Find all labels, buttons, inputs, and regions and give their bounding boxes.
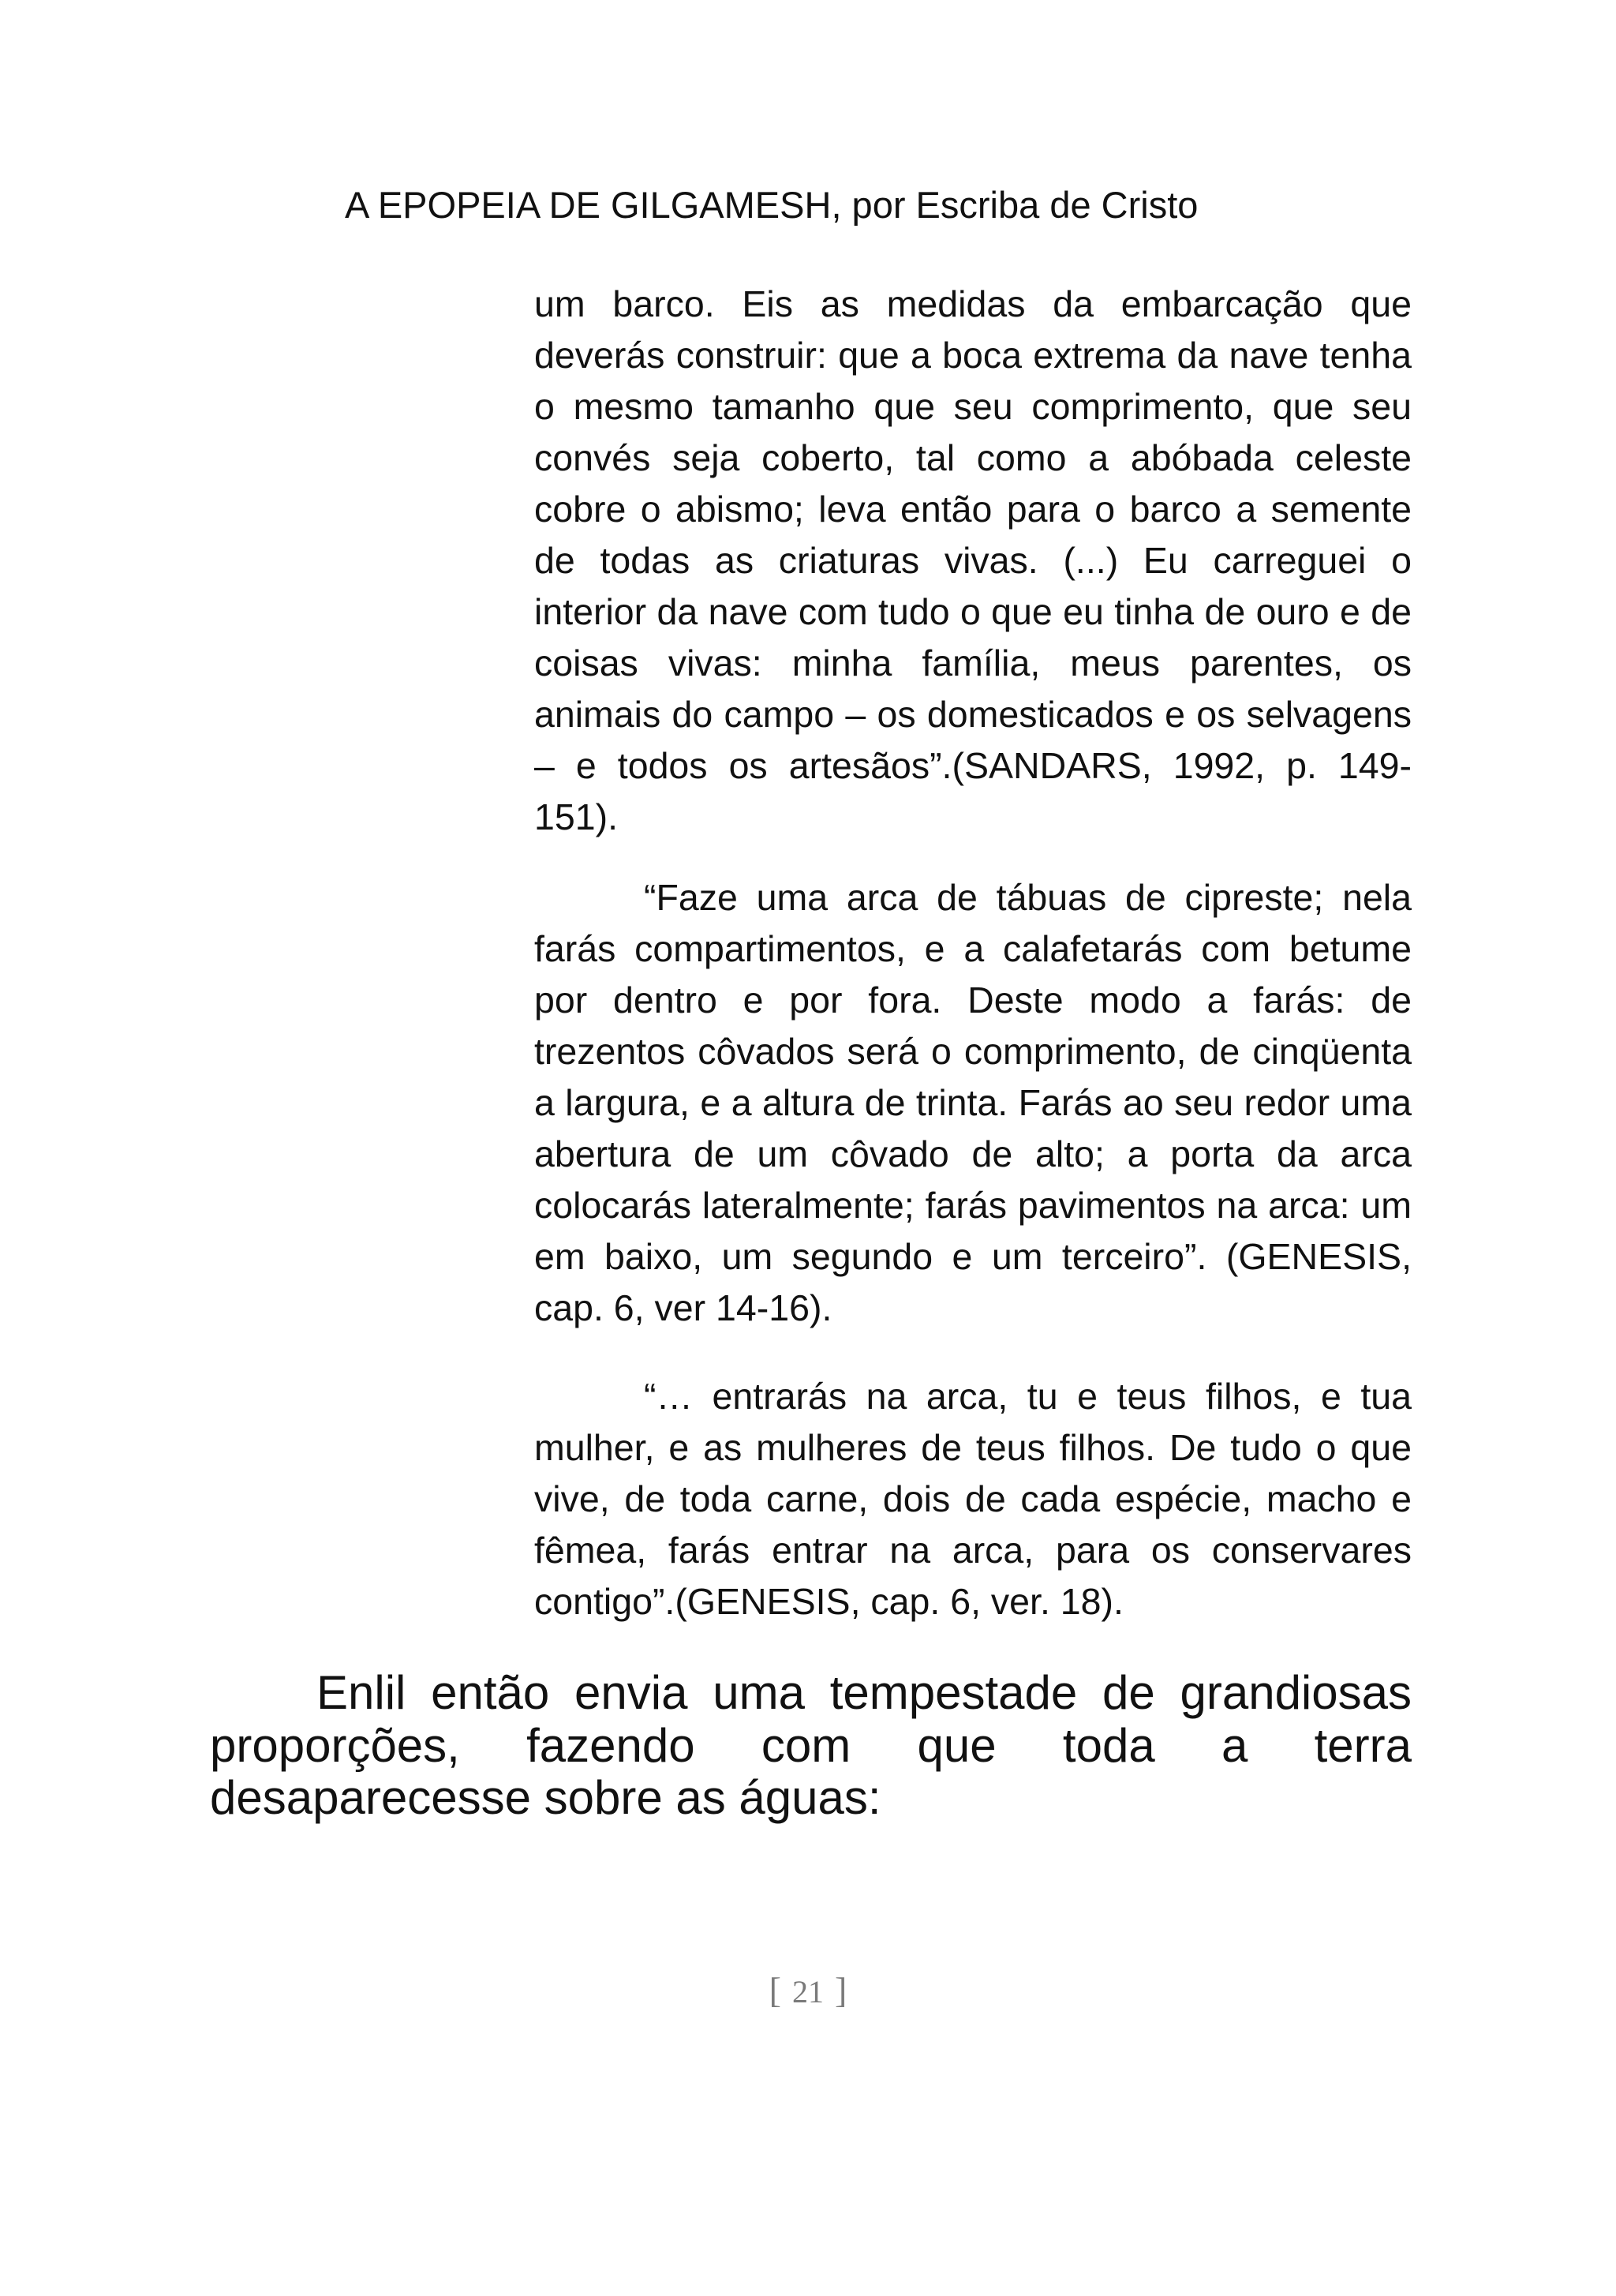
page-number-bracket-close: ] xyxy=(835,1970,847,2010)
page-number xyxy=(0,1968,1616,2012)
quote-text: um barco. Eis as medidas da embarcação que deverás construir: que a boca extrema da nave tenha o mesmo tamanho que seu comprimento, que seu convés seja coberto, tal como a abóbada celeste cobre o abismo; leva então para o barco a semente de todas as criaturas vivas. (...) Eu carreguei o interior da nave com tudo o que eu tinha de ouro e de coisas vivas: minha família, meus parentes, os animais do campo – os domesticados e os selvagens – e todos os artesãos”.(SANDARS, 1992, p. 149-151). xyxy=(534,283,1412,837)
quote-text: “Faze uma arca de tábuas de cipreste; nela farás compartimentos, e a calafetarás com betume por dentro e por fora. Deste modo a farás: de trezentos côvados será o comprimento, de cinqüenta a largura, e a altura de trinta. Farás ao seu redor uma abertura de um côvado de alto; a porta da arca colocarás lateralmente; farás pavimentos na arca: um em baixo, um segundo e um terceiro”. (GENESIS, cap. 6, ver 14-16). xyxy=(534,877,1412,1328)
page-number-bracket-open: [ xyxy=(769,1970,781,2010)
block-quote-gilgamesh xyxy=(534,279,1412,843)
running-header: A EPOPEIA DE GILGAMESH, por Escriba de Cristo xyxy=(345,184,1199,226)
page-number-value: 21 xyxy=(792,1974,824,2009)
body-paragraph: Enlil então envia uma tempestade de grandiosas proporções, fazendo com que toda a terra desaparecesse sobre as águas: xyxy=(210,1666,1412,1824)
block-quote-genesis-14-16 xyxy=(534,872,1412,1334)
block-quote-genesis-18 xyxy=(534,1371,1412,1627)
quote-text: “… entrarás na arca, tu e teus filhos, e tua mulher, e as mulheres de teus filhos. De tudo o que vive, de toda carne, dois de cada espécie, macho e fêmea, farás entrar na arca, para os conservares contigo”.(GENESIS, cap. 6, ver. 18). xyxy=(534,1376,1412,1622)
